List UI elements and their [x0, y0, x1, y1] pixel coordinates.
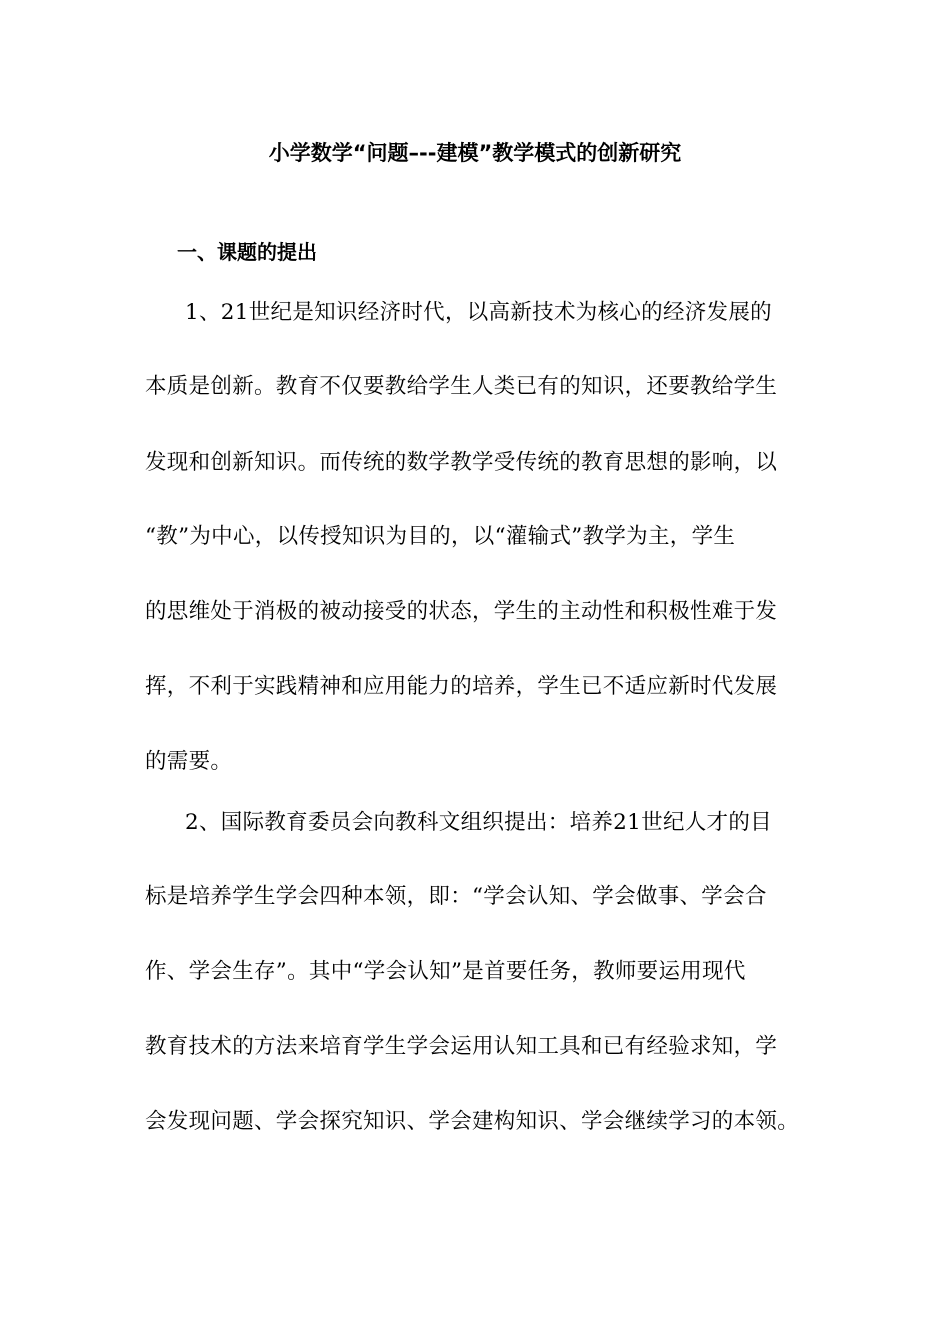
paragraph-2-line: 标是培养学生学会四种本领，即：“学会认知、学会做事、学会合 — [145, 884, 767, 909]
paragraph-1-line: 挥，不利于实践精神和应用能力的培养，学生已不适应新时代发展 — [145, 674, 778, 699]
paragraph-1-line: 本质是创新。教育不仅要教给学生人类已有的知识，还要教给学生 — [145, 374, 778, 399]
paragraph-1-line: 1、21世纪是知识经济时代，以高新技术为核心的经济发展的 — [185, 300, 772, 325]
paragraph-1-line: 发现和创新知识。而传统的数学教学受传统的教育思想的影响，以 — [145, 450, 778, 475]
document-title: 小学数学“问题–--建模”教学模式的创新研究 — [268, 141, 682, 165]
paragraph-2-line: 2、国际教育委员会向教科文组织提出：培养21世纪人才的目 — [185, 810, 772, 835]
section-heading: 一、课题的提出 — [177, 240, 317, 264]
paragraph-2-line: 教育技术的方法来培育学生学会运用认知工具和已有经验求知，学 — [145, 1034, 778, 1059]
paragraph-1-line: “教”为中心，以传授知识为目的，以“灌输式”教学为主，学生 — [145, 524, 736, 549]
paragraph-1-line: 的需要。 — [145, 749, 233, 774]
paragraph-2-line: 会发现问题、学会探究知识、学会建构知识、学会继续学习的本领。 — [145, 1109, 800, 1134]
paragraph-1-line: 的思维处于消极的被动接受的状态，学生的主动性和积极性难于发 — [145, 599, 778, 624]
paragraph-2-line: 作、学会生存”。其中“学会认知”是首要任务，教师要运用现代 — [145, 959, 746, 984]
